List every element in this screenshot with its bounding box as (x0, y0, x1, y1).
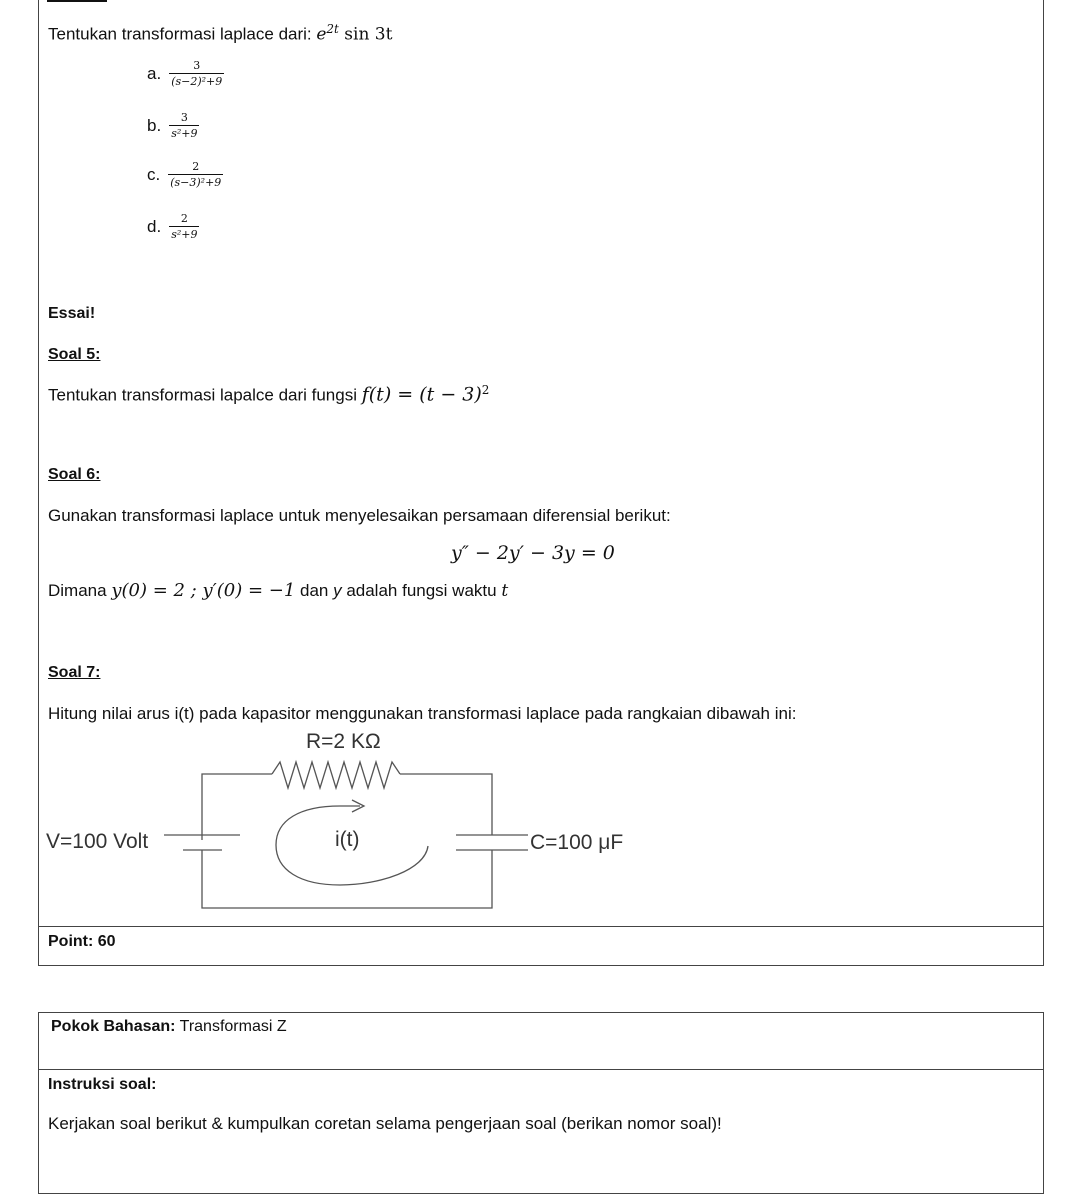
soal6-text: Gunakan transformasi laplace untuk menyelesaikan persamaan diferensial berikut: (48, 506, 671, 525)
current-label: i(t) (335, 828, 360, 851)
divider (39, 1069, 1043, 1070)
topic-value: Transformasi Z (175, 1018, 287, 1035)
soal5-math-sup: 2 (481, 383, 490, 397)
option-letter: b. (147, 115, 162, 135)
question-math: e (316, 24, 327, 45)
wire-bottom-left (202, 850, 492, 908)
fraction-numerator: 2 (192, 160, 200, 173)
fraction-numerator: 3 (180, 111, 188, 124)
topic-label: Pokok Bahasan: (51, 1018, 176, 1035)
resistor-label: R=2 KΩ (306, 730, 381, 753)
fraction-denominator: (s−3)²+9 (170, 176, 222, 189)
soal6-cond-y: y (333, 581, 342, 600)
question-math-sup: 2t (326, 22, 339, 36)
question-label: Tentukan transformasi laplace dari: (48, 24, 317, 44)
fraction-numerator: 2 (180, 212, 188, 225)
fraction-denominator: s²+9 (171, 127, 198, 140)
fraction-numerator: 3 (193, 59, 201, 72)
soal6-cond-suffix: adalah fungsi waktu (341, 581, 502, 600)
soal5-label: Tentukan transformasi lapalce dari fungsi (48, 385, 362, 405)
soal5-math: f(t) = (t − 3) (361, 383, 482, 406)
fraction-denominator: (s−2)²+9 (171, 75, 223, 88)
option-letter: d. (147, 216, 162, 236)
instruction-heading: Instruksi soal: (48, 1076, 157, 1093)
option-letter: a. (147, 63, 162, 83)
resistor-symbol (272, 762, 400, 788)
capacitor-label: C=100 μF (530, 831, 624, 854)
soal7-heading: Soal 7: (48, 664, 101, 681)
fraction-denominator: s²+9 (171, 228, 198, 241)
soal6-cond-math: y(0) = 2 ; y′(0) = −1 (111, 580, 296, 601)
point-label: Point: 60 (48, 933, 116, 950)
soal6-equation: y″ − 2y′ − 3y = 0 (451, 542, 615, 564)
soal7-text: Hitung nilai arus i(t) pada kapasitor menggunakan transformasi laplace pada rangkaian dibawah ini: (48, 704, 797, 723)
topic-line (51, 1018, 287, 1036)
topic-box (38, 1012, 1044, 1194)
soal5-heading: Soal 5: (48, 346, 101, 363)
soal6-heading: Soal 6: (48, 466, 101, 483)
voltage-label: V=100 Volt (46, 830, 149, 853)
option-letter: c. (147, 164, 161, 184)
soal6-cond-prefix: Dimana (48, 581, 112, 600)
wire-top-left (202, 774, 272, 840)
soal6-cond-t: t (501, 581, 509, 601)
question-math-rest: sin 3t (338, 24, 393, 45)
wire-top-right (400, 774, 492, 835)
instruction-text: Kerjakan soal berikut & kumpulkan coretan selama pengerjaan soal (berikan nomor soal)! (48, 1114, 722, 1133)
essay-heading: Essai! (48, 305, 96, 322)
soal6-cond-mid: dan (295, 581, 334, 600)
